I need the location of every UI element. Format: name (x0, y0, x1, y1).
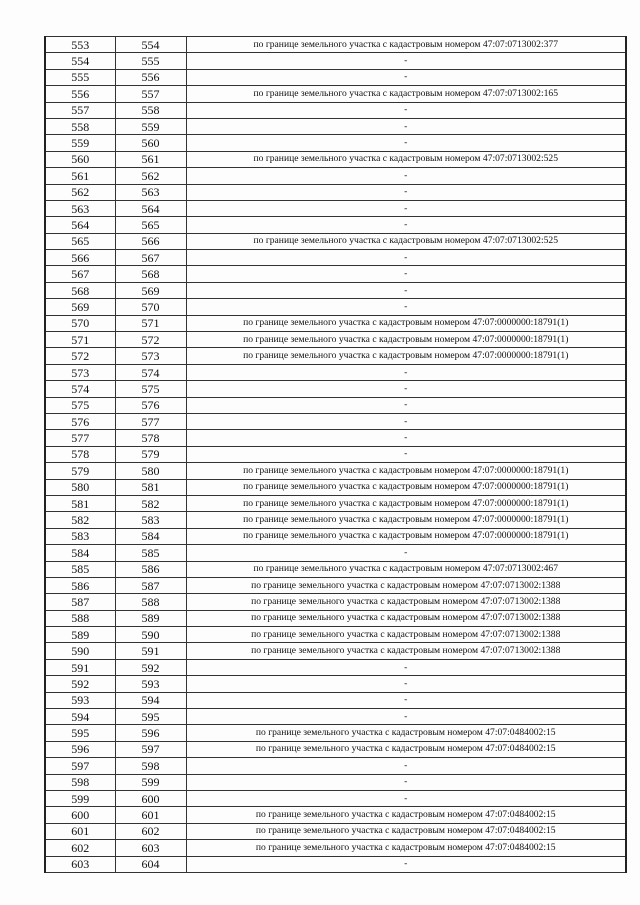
point-to-cell: 593 (115, 676, 186, 692)
table-row (45, 676, 626, 692)
table-row (45, 643, 626, 659)
table-row (45, 823, 626, 839)
point-from-cell: 601 (45, 823, 115, 839)
boundary-description-cell: по границе земельного участка с кадастровым номером 47:07:0484002:15 (186, 823, 626, 839)
point-from-cell: 583 (45, 528, 115, 544)
table-row (45, 463, 626, 479)
point-to-cell: 557 (115, 86, 186, 102)
point-to-cell: 590 (115, 627, 186, 643)
table-row (45, 102, 626, 118)
boundary-description-cell: - (186, 446, 626, 462)
point-to-cell: 581 (115, 479, 186, 495)
table-row (45, 118, 626, 134)
point-to-cell: 571 (115, 315, 186, 331)
boundary-description-cell: - (186, 118, 626, 134)
point-to-cell: 561 (115, 151, 186, 167)
table-row (45, 659, 626, 675)
point-to-cell: 579 (115, 446, 186, 462)
boundary-description-cell: по границе земельного участка с кадастровым номером 47:07:0484002:15 (186, 840, 626, 856)
boundary-description-cell: - (186, 856, 626, 872)
table-row (45, 774, 626, 790)
point-to-cell: 591 (115, 643, 186, 659)
table-row (45, 168, 626, 184)
point-from-cell: 558 (45, 118, 115, 134)
point-to-cell: 560 (115, 135, 186, 151)
point-from-cell: 587 (45, 594, 115, 610)
point-to-cell: 559 (115, 118, 186, 134)
boundary-description-cell: по границе земельного участка с кадастровым номером 47:07:0484002:15 (186, 741, 626, 757)
point-from-cell: 567 (45, 266, 115, 282)
point-from-cell: 572 (45, 348, 115, 364)
table-row (45, 217, 626, 233)
table-row (45, 692, 626, 708)
boundary-description-cell: по границе земельного участка с кадастровым номером 47:07:0713002:1388 (186, 577, 626, 593)
boundary-description-cell: по границе земельного участка с кадастровым номером 47:07:0484002:15 (186, 725, 626, 741)
point-to-cell: 585 (115, 545, 186, 561)
table-row (45, 233, 626, 249)
boundary-description-cell: по границе земельного участка с кадастровым номером 47:07:0713002:377 (186, 37, 626, 53)
boundary-description-cell: по границе земельного участка с кадастровым номером 47:07:0484002:15 (186, 807, 626, 823)
table-row (45, 512, 626, 528)
table-row (45, 430, 626, 446)
point-to-cell: 582 (115, 495, 186, 511)
boundary-description-cell: - (186, 774, 626, 790)
point-to-cell: 597 (115, 741, 186, 757)
boundary-description-cell: по границе земельного участка с кадастровым номером 47:07:0713002:165 (186, 86, 626, 102)
point-to-cell: 575 (115, 381, 186, 397)
point-from-cell: 580 (45, 479, 115, 495)
boundary-description-cell: по границе земельного участка с кадастровым номером 47:07:0000000:18791(1) (186, 512, 626, 528)
table-row (45, 758, 626, 774)
point-to-cell: 583 (115, 512, 186, 528)
table-row (45, 807, 626, 823)
point-to-cell: 580 (115, 463, 186, 479)
boundary-description-cell: - (186, 430, 626, 446)
boundary-description-cell: по границе земельного участка с кадастровым номером 47:07:0713002:1388 (186, 594, 626, 610)
boundary-description-cell: - (186, 381, 626, 397)
point-to-cell: 562 (115, 168, 186, 184)
point-from-cell: 588 (45, 610, 115, 626)
point-from-cell: 584 (45, 545, 115, 561)
point-to-cell: 599 (115, 774, 186, 790)
table-row (45, 840, 626, 856)
point-from-cell: 574 (45, 381, 115, 397)
point-to-cell: 558 (115, 102, 186, 118)
point-to-cell: 598 (115, 758, 186, 774)
point-from-cell: 570 (45, 315, 115, 331)
table-row (45, 594, 626, 610)
point-to-cell: 577 (115, 413, 186, 429)
boundary-description-cell: - (186, 545, 626, 561)
table-row (45, 495, 626, 511)
point-to-cell: 570 (115, 299, 186, 315)
boundary-description-cell: по границе земельного участка с кадастровым номером 47:07:0000000:18791(1) (186, 528, 626, 544)
point-from-cell: 573 (45, 364, 115, 380)
point-to-cell: 594 (115, 692, 186, 708)
point-from-cell: 571 (45, 332, 115, 348)
point-from-cell: 556 (45, 86, 115, 102)
point-to-cell: 555 (115, 53, 186, 69)
table-row (45, 364, 626, 380)
table-row (45, 627, 626, 643)
point-from-cell: 592 (45, 676, 115, 692)
table-row (45, 299, 626, 315)
point-from-cell: 597 (45, 758, 115, 774)
boundary-description-cell: по границе земельного участка с кадастровым номером 47:07:0713002:1388 (186, 643, 626, 659)
boundary-description-cell: - (186, 676, 626, 692)
point-to-cell: 592 (115, 659, 186, 675)
point-from-cell: 577 (45, 430, 115, 446)
point-from-cell: 568 (45, 282, 115, 298)
point-to-cell: 566 (115, 233, 186, 249)
table-body (45, 37, 626, 873)
point-from-cell: 561 (45, 168, 115, 184)
boundary-description-cell: - (186, 217, 626, 233)
table-row (45, 725, 626, 741)
point-from-cell: 553 (45, 37, 115, 53)
table-row (45, 332, 626, 348)
boundary-description-cell: по границе земельного участка с кадастровым номером 47:07:0713002:525 (186, 151, 626, 167)
table-row (45, 200, 626, 216)
point-to-cell: 556 (115, 69, 186, 85)
point-from-cell: 554 (45, 53, 115, 69)
point-to-cell: 572 (115, 332, 186, 348)
boundary-description-cell: - (186, 790, 626, 806)
table-row (45, 561, 626, 577)
table-row (45, 577, 626, 593)
boundary-table (44, 36, 627, 873)
table-row (45, 446, 626, 462)
table-row (45, 135, 626, 151)
boundary-description-cell: - (186, 709, 626, 725)
point-to-cell: 574 (115, 364, 186, 380)
point-from-cell: 555 (45, 69, 115, 85)
point-to-cell: 604 (115, 856, 186, 872)
point-from-cell: 564 (45, 217, 115, 233)
point-to-cell: 602 (115, 823, 186, 839)
point-from-cell: 599 (45, 790, 115, 806)
boundary-description-cell: по границе земельного участка с кадастровым номером 47:07:0713002:1388 (186, 627, 626, 643)
boundary-description-cell: по границе земельного участка с кадастровым номером 47:07:0000000:18791(1) (186, 315, 626, 331)
point-from-cell: 598 (45, 774, 115, 790)
point-from-cell: 600 (45, 807, 115, 823)
table-row (45, 266, 626, 282)
point-to-cell: 568 (115, 266, 186, 282)
boundary-description-cell: - (186, 135, 626, 151)
point-to-cell: 563 (115, 184, 186, 200)
table-row (45, 610, 626, 626)
point-to-cell: 588 (115, 594, 186, 610)
point-from-cell: 566 (45, 250, 115, 266)
point-from-cell: 602 (45, 840, 115, 856)
point-from-cell: 594 (45, 709, 115, 725)
boundary-description-cell: по границе земельного участка с кадастровым номером 47:07:0713002:525 (186, 233, 626, 249)
table-row (45, 86, 626, 102)
point-to-cell: 586 (115, 561, 186, 577)
boundary-description-cell: - (186, 299, 626, 315)
table-row (45, 184, 626, 200)
point-to-cell: 601 (115, 807, 186, 823)
boundary-description-cell: - (186, 413, 626, 429)
point-to-cell: 567 (115, 250, 186, 266)
point-to-cell: 600 (115, 790, 186, 806)
point-from-cell: 559 (45, 135, 115, 151)
point-from-cell: 585 (45, 561, 115, 577)
table-row (45, 856, 626, 872)
boundary-description-cell: - (186, 364, 626, 380)
table-row (45, 479, 626, 495)
point-to-cell: 589 (115, 610, 186, 626)
table-row (45, 315, 626, 331)
boundary-description-cell: - (186, 184, 626, 200)
boundary-description-cell: по границе земельного участка с кадастровым номером 47:07:0713002:1388 (186, 610, 626, 626)
point-from-cell: 557 (45, 102, 115, 118)
point-from-cell: 591 (45, 659, 115, 675)
table-row (45, 790, 626, 806)
point-to-cell: 565 (115, 217, 186, 233)
table-row (45, 348, 626, 364)
point-from-cell: 579 (45, 463, 115, 479)
point-to-cell: 595 (115, 709, 186, 725)
point-from-cell: 576 (45, 413, 115, 429)
table-row (45, 528, 626, 544)
point-from-cell: 575 (45, 397, 115, 413)
point-to-cell: 576 (115, 397, 186, 413)
point-from-cell: 581 (45, 495, 115, 511)
table-row (45, 37, 626, 53)
table-row (45, 545, 626, 561)
boundary-description-cell: - (186, 659, 626, 675)
point-from-cell: 569 (45, 299, 115, 315)
boundary-description-cell: - (186, 168, 626, 184)
table-row (45, 381, 626, 397)
point-from-cell: 596 (45, 741, 115, 757)
boundary-description-cell: - (186, 282, 626, 298)
point-from-cell: 590 (45, 643, 115, 659)
point-to-cell: 596 (115, 725, 186, 741)
boundary-description-cell: по границе земельного участка с кадастровым номером 47:07:0000000:18791(1) (186, 463, 626, 479)
point-to-cell: 584 (115, 528, 186, 544)
table-row (45, 397, 626, 413)
point-from-cell: 589 (45, 627, 115, 643)
point-from-cell: 562 (45, 184, 115, 200)
point-to-cell: 569 (115, 282, 186, 298)
boundary-description-cell: - (186, 200, 626, 216)
point-to-cell: 554 (115, 37, 186, 53)
boundary-description-cell: по границе земельного участка с кадастровым номером 47:07:0000000:18791(1) (186, 332, 626, 348)
table-row (45, 69, 626, 85)
table-row (45, 250, 626, 266)
table-row (45, 413, 626, 429)
point-from-cell: 603 (45, 856, 115, 872)
table-row (45, 53, 626, 69)
point-from-cell: 586 (45, 577, 115, 593)
boundary-description-cell: - (186, 758, 626, 774)
point-to-cell: 573 (115, 348, 186, 364)
point-from-cell: 595 (45, 725, 115, 741)
boundary-description-cell: - (186, 692, 626, 708)
boundary-description-cell: - (186, 53, 626, 69)
point-to-cell: 578 (115, 430, 186, 446)
point-from-cell: 563 (45, 200, 115, 216)
boundary-description-cell: - (186, 397, 626, 413)
point-from-cell: 565 (45, 233, 115, 249)
point-from-cell: 582 (45, 512, 115, 528)
boundary-description-cell: по границе земельного участка с кадастровым номером 47:07:0000000:18791(1) (186, 495, 626, 511)
boundary-description-cell: - (186, 102, 626, 118)
boundary-description-cell: по границе земельного участка с кадастровым номером 47:07:0713002:467 (186, 561, 626, 577)
boundary-description-cell: - (186, 266, 626, 282)
table-row (45, 151, 626, 167)
point-from-cell: 593 (45, 692, 115, 708)
boundary-description-cell: - (186, 69, 626, 85)
boundary-description-cell: по границе земельного участка с кадастровым номером 47:07:0000000:18791(1) (186, 479, 626, 495)
table-row (45, 282, 626, 298)
table-row (45, 741, 626, 757)
point-to-cell: 587 (115, 577, 186, 593)
boundary-description-cell: по границе земельного участка с кадастровым номером 47:07:0000000:18791(1) (186, 348, 626, 364)
point-from-cell: 578 (45, 446, 115, 462)
boundary-description-cell: - (186, 250, 626, 266)
point-to-cell: 564 (115, 200, 186, 216)
point-from-cell: 560 (45, 151, 115, 167)
table-row (45, 709, 626, 725)
point-to-cell: 603 (115, 840, 186, 856)
